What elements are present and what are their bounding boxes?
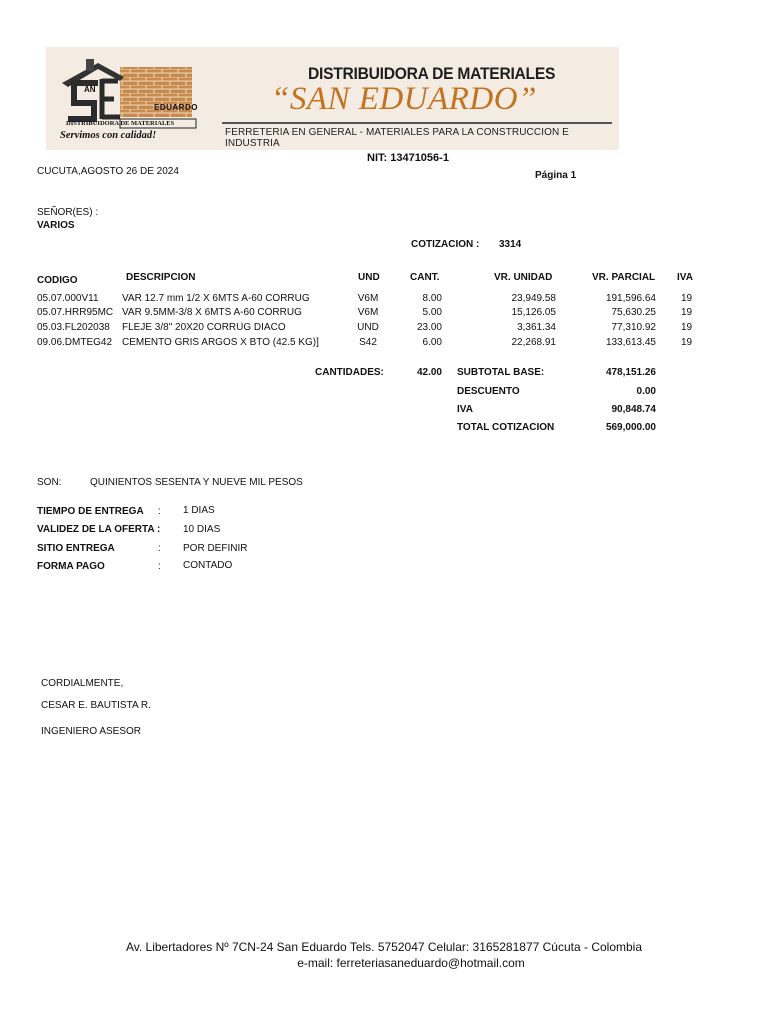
banner-title: DISTRIBUIDORA DE MATERIALES xyxy=(308,64,556,83)
descuento-label: DESCUENTO xyxy=(457,386,520,397)
logo-distribuidora-text: DISTRIBUIDORA DE MATERIALES xyxy=(66,120,175,127)
col-header-vr-unidad: VR. UNIDAD xyxy=(494,272,553,283)
banner-divider xyxy=(222,122,612,124)
total-label: TOTAL COTIZACION xyxy=(457,422,555,433)
client-label: SEÑOR(ES) : xyxy=(37,207,99,218)
term-separator: : xyxy=(158,506,161,517)
col-header-cant: CANT. xyxy=(410,272,440,283)
term-label-delivery-site: SITIO ENTREGA xyxy=(37,543,115,554)
term-label-payment: FORMA PAGO xyxy=(37,561,105,572)
total-value: 569,000.00 xyxy=(605,422,656,433)
son-label: SON: xyxy=(37,477,62,488)
cell-descripcion: VAR 12.7 mm 1/2 X 6MTS A-60 CORRUG xyxy=(122,293,310,304)
cell-vr-parcial: 75,630.25 xyxy=(611,307,656,318)
son-value: QUINIENTOS SESENTA Y NUEVE MIL PESOS xyxy=(90,477,303,488)
cell-und: S42 xyxy=(359,337,377,348)
cell-descripcion: FLEJE 3/8" 20X20 CORRUG DIACO xyxy=(122,322,286,333)
term-label-delivery-time: TIEMPO DE ENTREGA xyxy=(37,506,144,517)
table-row xyxy=(0,307,768,321)
col-header-vr-parcial: VR. PARCIAL xyxy=(592,272,656,283)
company-banner xyxy=(46,47,619,150)
page-number: Página 1 xyxy=(535,170,577,181)
logo-eduardo-text: EDUARDO xyxy=(154,103,198,112)
table-row xyxy=(0,322,768,336)
logo-an-text: AN xyxy=(84,85,96,94)
signer-role: INGENIERO ASESOR xyxy=(41,726,142,737)
banner-company-name: “SAN EDUARDO” xyxy=(271,81,537,117)
cell-vr-unidad: 3,361.34 xyxy=(517,322,556,333)
cell-iva: 19 xyxy=(681,293,693,304)
cell-und: UND xyxy=(357,322,379,333)
cell-codigo: 05.03.FL202038 xyxy=(37,322,110,333)
cell-vr-parcial: 133,613.45 xyxy=(605,337,656,348)
cell-iva: 19 xyxy=(681,307,693,318)
cell-descripcion: VAR 9.5MM-3/8 X 6MTS A-60 CORRUG xyxy=(122,307,302,318)
col-header-codigo: CODIGO xyxy=(37,275,78,286)
cell-iva: 19 xyxy=(681,337,693,348)
cell-descripcion: CEMENTO GRIS ARGOS X BTO (42.5 KG)] xyxy=(122,337,319,348)
term-value-delivery-time: 1 DIAS xyxy=(183,505,215,516)
subtotal-label: SUBTOTAL BASE: xyxy=(457,367,545,378)
iva-label: IVA xyxy=(457,404,473,415)
term-value-offer-validity: 10 DIAS xyxy=(183,524,221,535)
signer-name: CESAR E. BAUTISTA R. xyxy=(41,700,151,711)
quote-label: COTIZACION : xyxy=(411,239,480,250)
cell-iva: 19 xyxy=(681,322,693,333)
cell-cant: 5.00 xyxy=(422,307,442,318)
cell-vr-unidad: 22,268.91 xyxy=(511,337,556,348)
banner-subtitle: FERRETERIA EN GENERAL - MATERIALES PARA LA CONSTRUCCION E INDUSTRIA xyxy=(225,127,569,149)
cell-codigo: 09.06.DMTEG42 xyxy=(37,337,113,348)
logo-slogan: Servimos con calidad! xyxy=(60,130,157,141)
col-header-descripcion: DESCRIPCION xyxy=(126,272,196,283)
footer-email: e-mail: ferreteriasaneduardo@hotmail.com xyxy=(297,956,525,970)
descuento-value: 0.00 xyxy=(636,386,656,397)
cantidades-label: CANTIDADES: xyxy=(315,367,384,378)
term-separator: : xyxy=(158,561,161,572)
table-row xyxy=(0,293,768,307)
cell-codigo: 05.07.000V11 xyxy=(37,293,99,304)
footer-address: Av. Libertadores Nº 7CN-24 San Eduardo Tels. 5752047 Celular: 3165281877 Cúcuta - Colombia xyxy=(125,940,643,954)
col-header-iva: IVA xyxy=(677,272,693,283)
cell-codigo: 05.07.HRR95MC xyxy=(37,307,114,318)
term-value-payment: CONTADO xyxy=(183,560,233,571)
iva-value: 90,848.74 xyxy=(611,404,656,415)
cell-cant: 8.00 xyxy=(422,293,442,304)
nit: NIT: 13471056-1 xyxy=(367,152,449,164)
quote-number: 3314 xyxy=(499,239,522,250)
closing: CORDIALMENTE, xyxy=(41,678,124,689)
term-label-offer-validity: VALIDEZ DE LA OFERTA : xyxy=(37,524,161,535)
col-header-und: UND xyxy=(358,272,380,283)
cell-und: V6M xyxy=(357,307,379,318)
term-separator: : xyxy=(158,543,161,554)
subtotal-value: 478,151.26 xyxy=(605,367,656,378)
cell-vr-unidad: 23,949.58 xyxy=(511,293,556,304)
cell-und: V6M xyxy=(357,293,379,304)
cell-cant: 6.00 xyxy=(422,337,442,348)
cell-vr-parcial: 77,310.92 xyxy=(611,322,656,333)
cantidades-value: 42.00 xyxy=(416,367,442,378)
company-logo xyxy=(58,53,206,145)
cell-vr-parcial: 191,596.64 xyxy=(605,293,656,304)
city-date: CUCUTA,AGOSTO 26 DE 2024 xyxy=(37,166,179,177)
cell-vr-unidad: 15,126.05 xyxy=(511,307,556,318)
cell-cant: 23.00 xyxy=(416,322,442,333)
table-row xyxy=(0,337,768,351)
term-value-delivery-site: POR DEFINIR xyxy=(183,543,248,554)
client-name: VARIOS xyxy=(37,220,75,231)
